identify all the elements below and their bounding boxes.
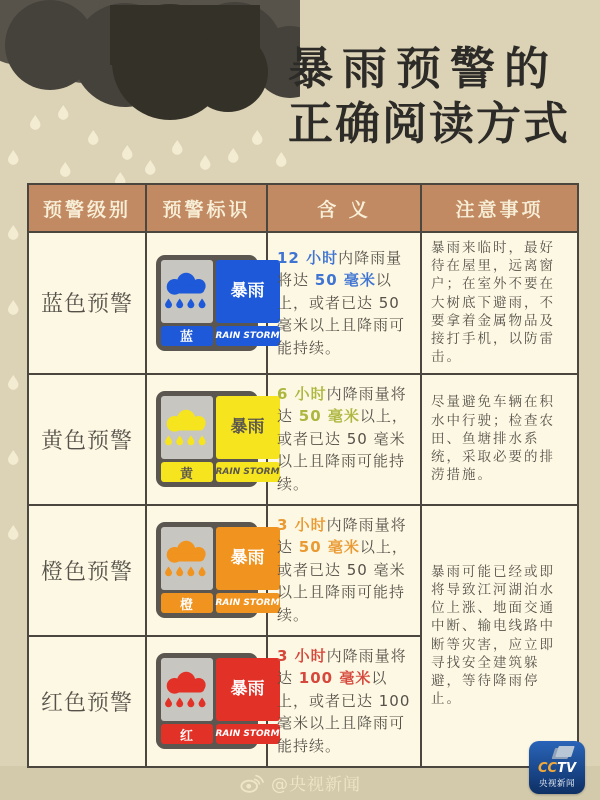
meaning-text: 12 小时内降雨量将达 50 毫米以上，或者已达 50 毫米以上且降雨可能持续。 xyxy=(267,232,421,374)
table-row-orange xyxy=(28,505,578,636)
cloud-rain-glyph xyxy=(161,260,213,323)
page-title-line1: 暴雨预警的 xyxy=(288,42,559,95)
rainstorm-warning-icon-red xyxy=(156,653,280,749)
icon-color-tag: 蓝 xyxy=(161,326,213,346)
table-row-yellow xyxy=(28,374,578,505)
icon-en-label: RAIN STORM xyxy=(216,593,280,613)
table-header-row xyxy=(28,184,578,232)
rainstorm-warning-icon-blue xyxy=(156,255,280,351)
weibo-icon xyxy=(240,772,264,794)
column-header-sign: 预警标识 xyxy=(146,184,267,232)
warning-sign-cell xyxy=(146,232,280,374)
warning-sign-cell xyxy=(146,636,280,767)
icon-en-label: RAIN STORM xyxy=(216,326,280,346)
meaning-highlight-amount: 50 毫米 xyxy=(298,407,360,426)
warning-sign-cell xyxy=(146,374,280,505)
column-header-meaning: 含 义 xyxy=(267,184,421,232)
icon-cn-label: 暴雨 xyxy=(216,260,280,323)
warning-levels-table xyxy=(27,183,579,768)
icon-color-tag: 黄 xyxy=(161,462,213,482)
icon-cn-label: 暴雨 xyxy=(216,527,280,590)
rainstorm-warning-icon-yellow xyxy=(156,391,280,487)
cloud-rain-glyph xyxy=(161,658,213,721)
meaning-text: 6 小时内降雨量将达 50 毫米以上，或者已达 50 毫米以上且降雨可能持续。 xyxy=(267,374,421,505)
cloud-rain-glyph xyxy=(161,396,213,459)
rainstorm-warning-icon-orange xyxy=(156,522,280,618)
precaution-text: 尽量避免车辆在积水中行驶；检查农田、鱼塘排水系统，采取必要的排涝措施。 xyxy=(421,374,578,505)
page-title-line2: 正确阅读方式 xyxy=(288,96,571,150)
precaution-text-merged: 暴雨可能已经或即将导致江河湖泊水位上涨、地面交通中断、输电线路中断等灾害，应立即寻找安全建筑躲避，等待降雨停止。 xyxy=(421,505,578,767)
weibo-handle: @央视新闻 xyxy=(271,775,361,795)
page-title xyxy=(288,42,570,152)
icon-en-label: RAIN STORM xyxy=(216,724,280,744)
precaution-text: 暴雨来临时，最好待在屋里，远离窗户；在室外不要在大树底下避雨，不要拿着金属物品及接打手机，以防雷击。 xyxy=(421,232,578,374)
table-row-blue xyxy=(28,232,578,374)
meaning-highlight-duration: 3 小时 xyxy=(277,515,327,534)
level-label: 红色预警 xyxy=(28,636,146,767)
meaning-highlight-amount: 50 毫米 xyxy=(298,538,360,557)
column-header-precautions: 注意事项 xyxy=(421,184,578,232)
cctv-caption: 央视新闻 xyxy=(538,779,575,789)
meaning-highlight-duration: 3 小时 xyxy=(277,646,327,665)
meaning-text: 3 小时内降雨量将达 50 毫米以上，或者已达 50 毫米以上且降雨可能持续。 xyxy=(267,505,421,636)
icon-en-label: RAIN STORM xyxy=(216,462,280,482)
meaning-highlight-duration: 12 小时 xyxy=(277,248,339,267)
level-label: 橙色预警 xyxy=(28,505,146,636)
cctv-building-glyph xyxy=(555,746,575,757)
icon-cn-label: 暴雨 xyxy=(216,396,280,459)
level-label: 黄色预警 xyxy=(28,374,146,505)
icon-color-tag: 红 xyxy=(161,724,213,744)
cctv-news-logo xyxy=(529,741,585,794)
meaning-highlight-amount: 100 毫米 xyxy=(298,669,372,688)
level-label: 蓝色预警 xyxy=(28,232,146,374)
meaning-highlight-duration: 6 小时 xyxy=(277,384,327,403)
meaning-highlight-amount: 50 毫米 xyxy=(314,271,376,290)
column-header-level: 预警级别 xyxy=(28,184,146,232)
weibo-credit xyxy=(240,770,361,795)
cloud-rain-glyph xyxy=(161,527,213,590)
icon-cn-label: 暴雨 xyxy=(216,658,280,721)
meaning-text: 3 小时内降雨量将达 100 毫米以上，或者已达 100 毫米以上且降雨可能持续。 xyxy=(267,636,421,767)
icon-color-tag: 橙 xyxy=(161,593,213,613)
cctv-wordmark: CCTV xyxy=(537,761,577,776)
warning-sign-cell xyxy=(146,505,280,636)
